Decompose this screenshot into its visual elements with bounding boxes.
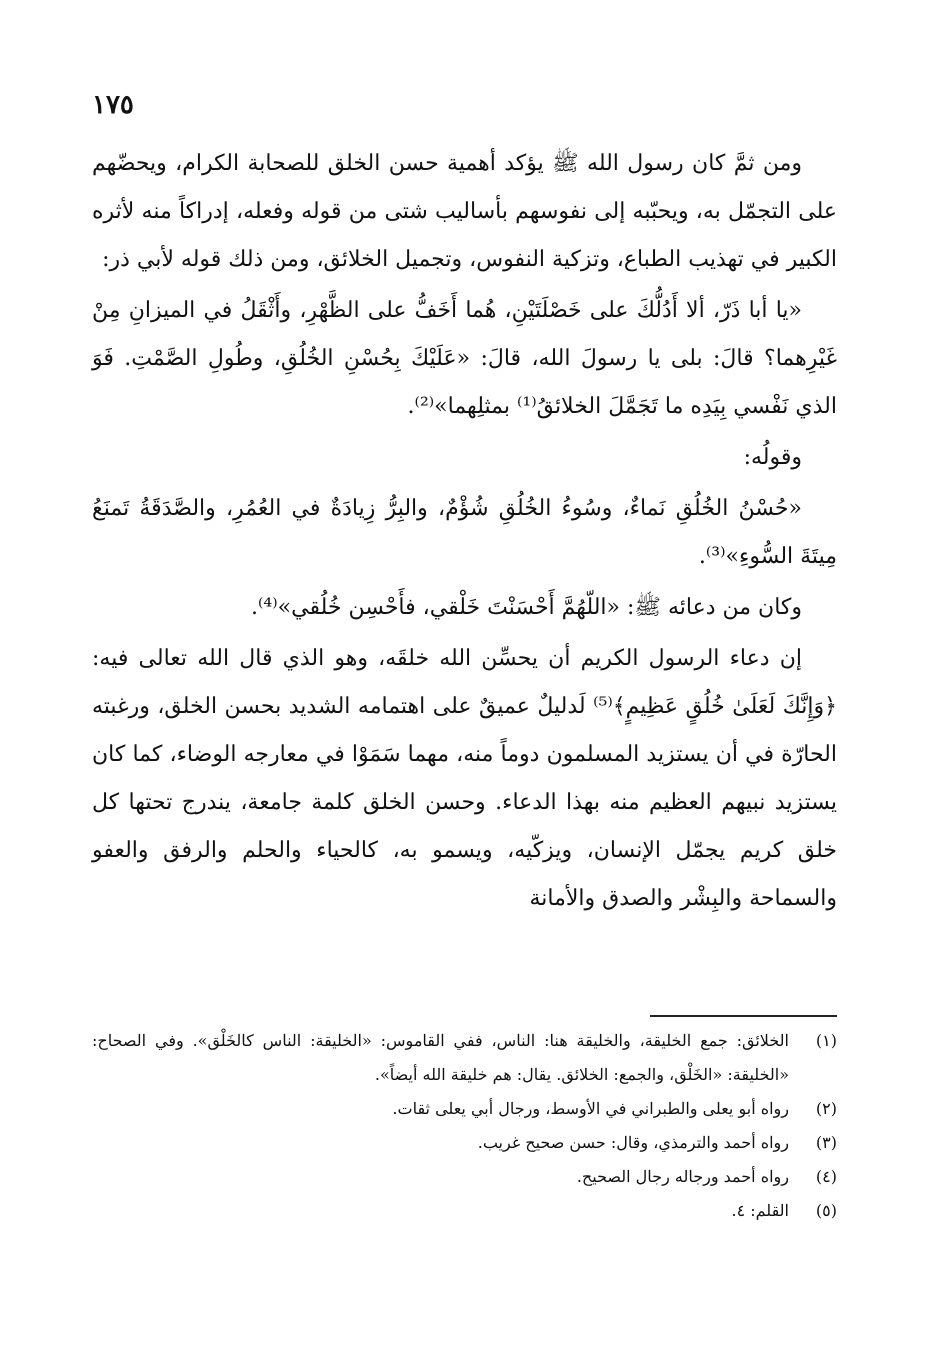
footnote-text: رواه أبو يعلى والطبراني في الأوسط، ورجال أبي يعلى ثقات. bbox=[392, 1099, 789, 1118]
footnote-number: (٤) bbox=[815, 1167, 837, 1186]
paragraph-and-his-saying: وقولُه: bbox=[743, 445, 802, 470]
paragraph-supplication: وكان من دعائه ﷺ: «اللّهُمَّ أَحْسَنْتَ خَلْقي، فأَحْسِن خُلُقي»⁽⁴⁾. bbox=[251, 595, 802, 620]
footnote-text: القلم: ٤. bbox=[731, 1201, 789, 1220]
footnote-5 bbox=[92, 1194, 837, 1228]
paragraph-commentary: إن دعاء الرسول الكريم أن يحسِّن الله خلقَه، وهو الذي قال الله تعالى فيه: ﴿وَإِنَّكَ لَعَلَىٰ خُلُقٍ عَظِيمٍ﴾⁽⁵⁾ لَدليلٌ عميقٌ على اهتمامه الشديد بحسن الخلق، ورغبته الحارّة في أن يستزيد المسلمون دوماً منه، مهما سَمَوْا في معارجه الوضاء، كما كان يستزيد نبيهم العظيم منه بهذا الدعاء. وحسن الخلق كلمة جامعة، يندرج تحتها كل خلق كريم يجمّل الإنسان، ويزكّيه، ويسمو به، كالحياء والحلم والرفق والعفو والسماحة والبِشْر والصدق والأمانة bbox=[92, 646, 838, 911]
footnote-divider bbox=[650, 1015, 837, 1017]
footnote-1 bbox=[92, 1024, 837, 1092]
footnote-number: (٥) bbox=[815, 1201, 837, 1220]
footnote-number: (٢) bbox=[815, 1099, 837, 1118]
footnote-text: رواه أحمد والترمذي، وقال: حسن صحيح غريب. bbox=[477, 1133, 789, 1152]
footnote-text: رواه أحمد ورجاله رجال الصحيح. bbox=[576, 1167, 789, 1186]
paragraph-intro: ومن ثمَّ كان رسول الله ﷺ يؤكد أهمية حسن الخلق للصحابة الكرام، ويحضّهم على التجمّل به، ويحبّبه إلى نفوسهم بأساليب شتى من قوله وفعله، إدراكاً منه لأثره الكبير في تهذيب الطباع، وتزكية النفوس، وتجميل الخلائق، ومن ذلك قوله لأبي ذر: bbox=[92, 151, 837, 272]
paragraph-hadith-good-character: «حُسْنُ الخُلُقِ نَماءٌ، وسُوءُ الخُلُقِ شُؤْمٌ، والبِرُّ زِيادَةٌ في العُمُرِ، والصَّدَقَةُ تَمنَعُ مِيتَةَ السُّوءِ»⁽³⁾. bbox=[92, 496, 837, 569]
footnotes bbox=[92, 1024, 837, 1228]
footnote-text: الخلائق: جمع الخليقة، والخليقة هنا: الناس، ففي القاموس: «الخليقة: الناس كالخَلْق». وفي الصحاح: «الخليقة: «الخَلْق، والجمع: الخلائق. يقال: هم خليقة الله أيضاً». bbox=[92, 1031, 789, 1084]
footnote-2 bbox=[92, 1092, 837, 1126]
main-text bbox=[92, 140, 837, 926]
footnote-number: (١) bbox=[815, 1031, 837, 1050]
footnote-number: (٣) bbox=[815, 1133, 837, 1152]
footnote-3 bbox=[92, 1126, 837, 1160]
paragraph-hadith-abu-dharr: «يا أبا ذَرّ، ألا أَدُلُّكَ على خَصْلَتَيْنِ، هُما أَخَفُّ على الظَّهْرِ، وأَثْقَلُ في الميزانِ مِنْ غَيْرِهما؟ قالَ: بلى يا رسولَ الله، قالَ: «عَلَيْكَ بِحُسْنِ الخُلُقِ، وطُولِ الصَّمْتِ. فَوَ الذي نَفْسي بِيَدِه ما تَجَمَّلَ الخلائقُ⁽¹⁾ بمثلِهما»⁽²⁾. bbox=[92, 298, 837, 419]
page-number: ١٧٥ bbox=[92, 90, 134, 120]
footnote-4 bbox=[92, 1160, 837, 1194]
